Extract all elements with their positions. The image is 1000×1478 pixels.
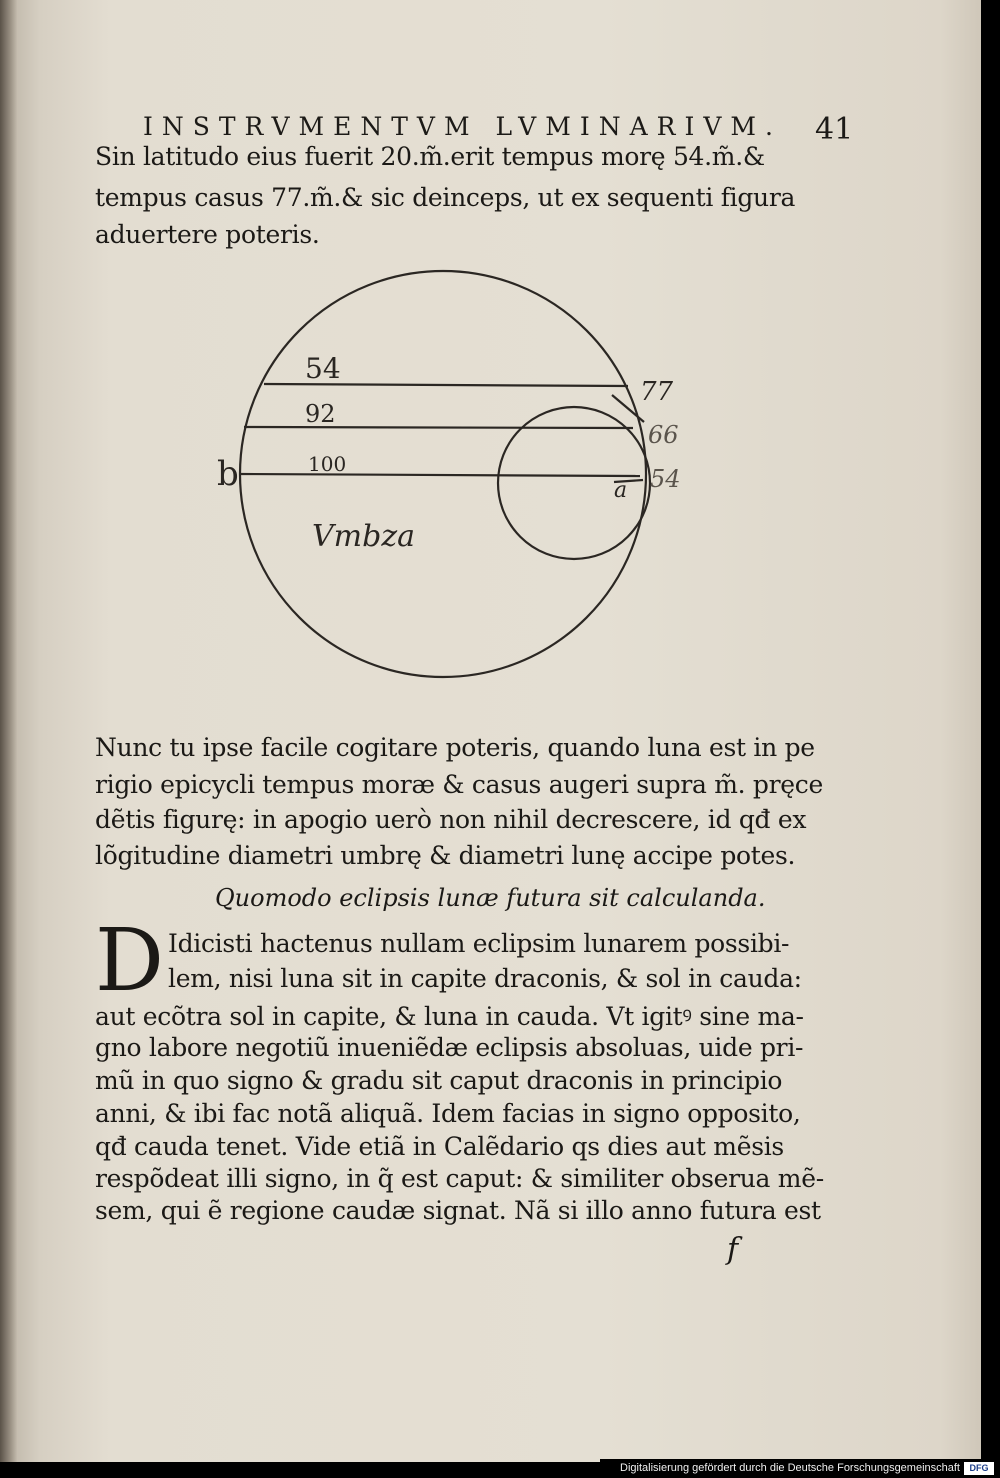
paragraph-line: aut ecõtra sol in capite, & luna in cauda. Vt igitꝰ sine ma- — [95, 1002, 804, 1031]
paragraph-line: dẽtis figurę: in apogio uerò non nihil decrescere, id qđ ex — [95, 805, 807, 834]
edge-label: 66 — [648, 421, 679, 449]
chord-label: 92 — [305, 400, 336, 428]
paragraph-line: mũ in quo signo & gradu sit caput draconis in principio — [95, 1066, 783, 1095]
paragraph-line: qđ cauda tenet. Vide etiã in Calẽdario qs dies aut mẽsis — [95, 1132, 784, 1161]
paragraph-line: Idicisti hactenus nullam eclipsim lunarem possibi- — [168, 929, 790, 958]
shadow-label: Vmbza — [312, 519, 416, 554]
edge-label: 54 — [650, 465, 681, 493]
paragraph-line: gno labore negotiũ inueniẽdæ eclipsis absoluas, uide pri- — [95, 1033, 804, 1062]
footer-bar — [600, 1459, 1000, 1478]
intro-line: Sin latitudo eius fuerit 20.m̃.erit tempus morę 54.m̃.& — [95, 142, 765, 171]
paragraph-line: sem, qui ẽ regione caudæ signat. Nã si illo anno futura est — [95, 1196, 821, 1225]
paragraph-line: lem, nisi luna sit in capite draconis, & sol in cauda: — [168, 964, 802, 993]
section-title: Quomodo eclipsis lunæ futura sit calculanda. — [215, 884, 766, 912]
chord-label: 54 — [305, 352, 341, 385]
running-title: INSTRVMENTVM LVMINARIVM. — [143, 112, 782, 141]
point-label-a: a — [614, 478, 628, 503]
page-number: 41 — [815, 112, 854, 147]
dfg-logo-icon: DFG — [964, 1462, 994, 1475]
chord-label: 100 — [308, 452, 347, 476]
paragraph-line: lõgitudine diametri umbrę & diametri lunę accipe potes. — [95, 841, 796, 870]
paragraph-line: Nunc tu ipse facile cogitare poteris, quando luna est in pe — [95, 733, 815, 762]
paragraph-line: anni, & ibi fac notã aliquã. Idem facias in signo opposito, — [95, 1099, 801, 1128]
moon-circle — [498, 407, 650, 559]
footer-text: Digitalisierung gefördert durch die Deutsche Forschungsgemeinschaft — [620, 1462, 960, 1474]
point-label-b: b — [217, 454, 239, 494]
paragraph-line: rigio epicycli tempus moræ & casus augeri supra m̃. pręce — [95, 770, 823, 799]
drop-capital: D — [95, 911, 164, 1011]
chord-92 — [244, 427, 633, 428]
paragraph-line: respõdeat illi signo, in q̃ est caput: & similiter obserua mẽ- — [95, 1164, 824, 1193]
signature-mark: f — [727, 1232, 739, 1267]
intro-line: aduertere poteris. — [95, 220, 320, 249]
chord-100 — [240, 474, 640, 476]
edge-label: 77 — [640, 377, 674, 407]
intro-line: tempus casus 77.m̃.& sic deinceps, ut ex sequenti figura — [95, 183, 796, 212]
